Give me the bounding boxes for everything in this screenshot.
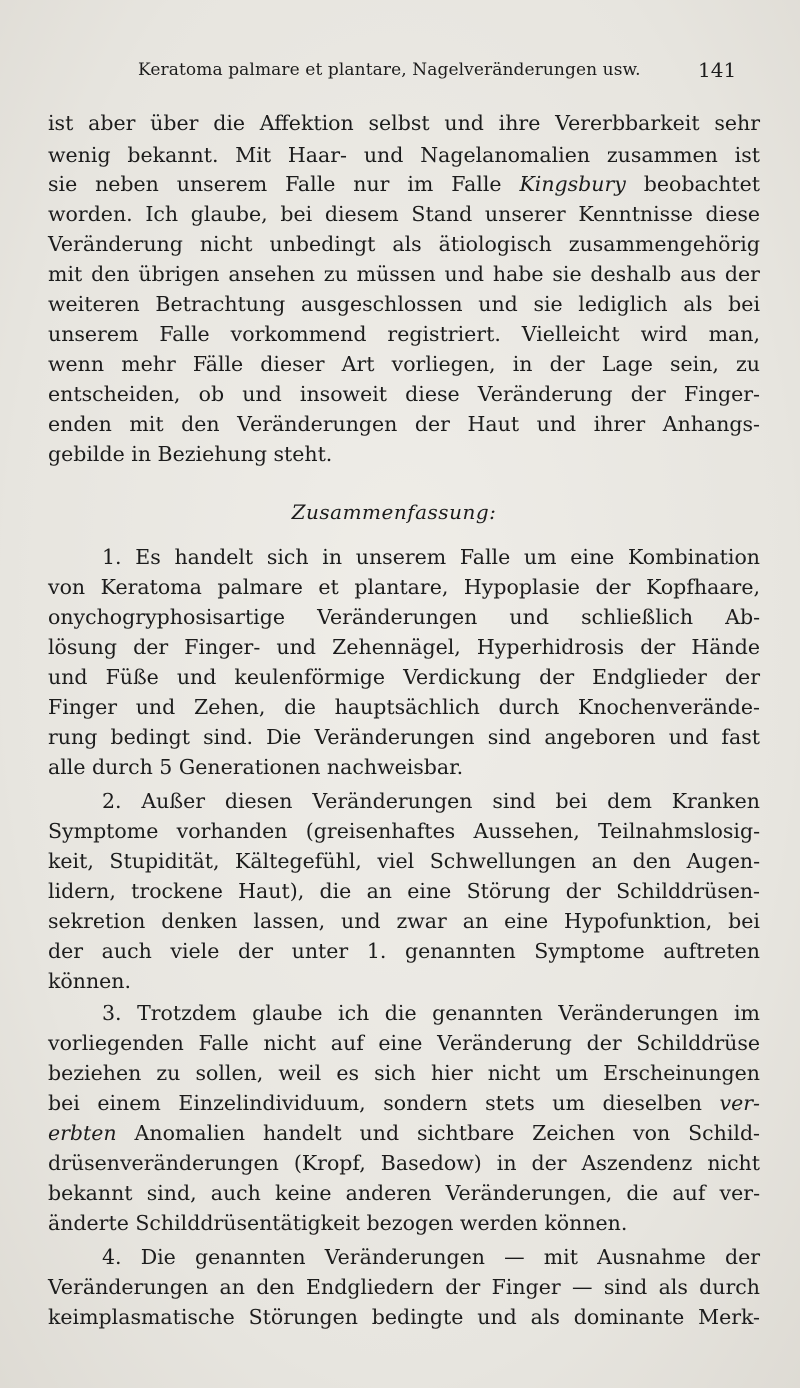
text-line: Symptome vorhanden (greisenhaftes Aussehen, Teilnahmslosig- [48,819,760,843]
text-line: gebilde in Beziehung steht. [48,442,333,466]
italic-word-fragment: erbten [48,1121,117,1145]
text-line [48,1088,760,1118]
text-fragment: Anomalien handelt und sichtbare Zeichen von Schild- [116,1121,760,1145]
text-line: rung bedingt sind. Die Veränderungen sind angeboren und fast [48,725,760,749]
page-number: 141 [698,58,737,82]
text-line: lidern, trockene Haut), die an eine Störung der Schilddrüsen- [48,879,760,903]
text-line: enden mit den Veränderungen der Haut und ihrer Anhangs- [48,412,760,436]
text-line: unserem Falle vorkommend registriert. Vielleicht wird man, [48,322,760,346]
text-line: bekannt sind, auch keine anderen Veränderungen, die auf ver- [48,1181,760,1205]
text-line: von Keratoma palmare et plantare, Hypoplasie der Kopfhaare, [48,575,760,599]
text-line [48,169,760,199]
running-title: Keratoma palmare et plantare, Nagelveränderungen usw. [138,60,641,80]
text-line: worden. Ich glaube, bei diesem Stand unserer Kenntnisse diese [48,202,760,226]
text-fragment: sie neben unserem Falle nur im Falle [48,172,520,196]
text-line: keit, Stupidität, Kältegefühl, viel Schwellungen an den Augen- [48,849,760,873]
text-line [48,1118,760,1148]
text-line: beziehen zu sollen, weil es sich hier nicht um Erscheinungen [48,1061,760,1085]
text-line: Veränderungen an den Endgliedern der Finger — sind als durch [48,1275,760,1299]
text-line: änderte Schilddrüsentätigkeit bezogen werden können. [48,1211,628,1235]
text-line: lösung der Finger- und Zehennägel, Hyperhidrosis der Hände [48,635,760,659]
text-line: 2. Außer diesen Veränderungen sind bei dem Kranken [102,789,760,813]
text-line: der auch viele der unter 1. genannten Symptome auftreten [48,939,760,963]
text-line: wenig bekannt. Mit Haar- und Nagelanomalien zusammen ist [48,143,760,167]
text-line: onychogryphosisartige Veränderungen und schließlich Ab- [48,605,760,629]
text-line: entscheiden, ob und insoweit diese Veränderung der Finger- [48,382,760,406]
text-line: Finger und Zehen, die hauptsächlich durch Knochenverände- [48,695,760,719]
text-line: weiteren Betrachtung ausgeschlossen und sie lediglich als bei [48,292,760,316]
text-line: keimplasmatische Störungen bedingte und als dominante Merk- [48,1305,760,1329]
running-header [0,56,800,90]
section-heading [0,500,800,524]
text-line: Veränderung nicht unbedingt als ätiologisch zusammengehörig [48,232,760,256]
text-line: vorliegenden Falle nicht auf eine Veränderung der Schilddrüse [48,1031,760,1055]
text-line: 4. Die genannten Veränderungen — mit Ausnahme der [102,1245,760,1269]
italic-word-fragment: ver- [719,1091,760,1115]
text-line: ist aber über die Affektion selbst und ihre Vererbbarkeit sehr [48,111,760,135]
text-line: wenn mehr Fälle dieser Art vorliegen, in der Lage sein, zu [48,352,760,376]
section-heading-text: Zusammenfassung: [291,500,497,524]
text-line: können. [48,969,132,993]
text-line: drüsenveränderungen (Kropf, Basedow) in der Aszendenz nicht [48,1151,760,1175]
text-line: alle durch 5 Generationen nachweisbar. [48,755,464,779]
text-line: mit den übrigen ansehen zu müssen und habe sie deshalb aus der [48,262,760,286]
text-fragment: bei einem Einzelindividuum, sondern stets um dieselben [48,1091,720,1115]
text-fragment: beobachtet [625,172,761,196]
text-line: und Füße und keulenförmige Verdickung der Endglieder der [48,665,760,689]
text-line: 3. Trotzdem glaube ich die genannten Veränderungen im [102,1001,760,1025]
text-line: sekretion denken lassen, und zwar an eine Hypofunktion, bei [48,909,760,933]
author-name-italic: Kingsbury [519,172,626,196]
text-line: 1. Es handelt sich in unserem Falle um eine Kombination [102,545,760,569]
